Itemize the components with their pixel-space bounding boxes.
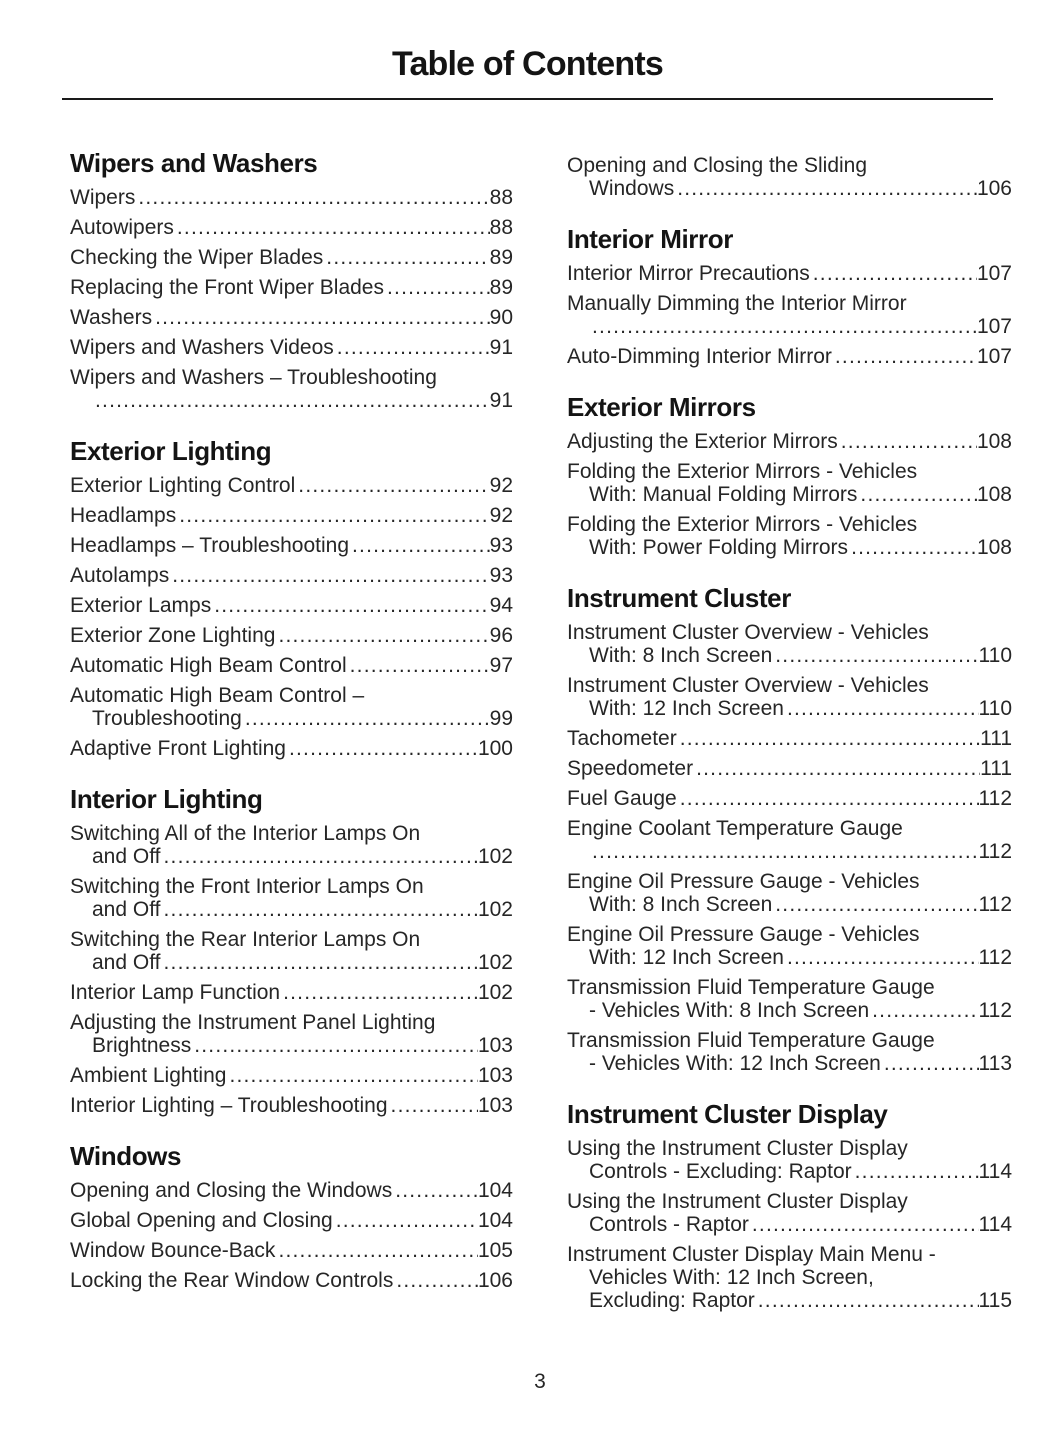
toc-entry-line — [70, 186, 513, 209]
toc-section — [70, 148, 513, 412]
section-heading: Wipers and Washers — [70, 148, 318, 178]
section-heading: Exterior Mirrors — [567, 392, 756, 422]
dot-leader — [392, 1179, 478, 1202]
toc-entry-line — [567, 536, 1012, 559]
toc-entry — [70, 534, 513, 557]
toc-page-number: 112 — [978, 946, 1012, 969]
toc-entry — [567, 621, 1012, 667]
toc-page-number: 102 — [477, 951, 513, 974]
toc-entry-text: Opening and Closing the Windows — [70, 1179, 393, 1202]
toc-entry-line — [567, 1029, 1012, 1052]
toc-entry-line — [70, 594, 513, 617]
toc-entry — [70, 504, 513, 527]
toc-entry-text: Automatic High Beam Control — [70, 654, 347, 677]
toc-page-number: 92 — [489, 474, 513, 497]
toc-entry-text: Wipers — [70, 186, 136, 209]
toc-entry — [567, 154, 1012, 200]
toc-section — [567, 224, 1012, 368]
toc-entry — [70, 1209, 513, 1232]
toc-entry — [70, 246, 513, 269]
toc-entry-line — [70, 366, 513, 389]
toc-entry-line — [70, 1179, 513, 1202]
section-heading: Interior Mirror — [567, 224, 733, 254]
dot-leader — [784, 697, 979, 720]
dot-leader — [275, 1239, 478, 1262]
dot-leader — [242, 707, 490, 730]
toc-entry-line — [70, 246, 513, 269]
toc-entry-line — [567, 315, 1012, 338]
toc-entry-text: Opening and Closing the Sliding — [567, 154, 868, 177]
toc-entry — [70, 594, 513, 617]
toc-entry-text: Instrument Cluster Overview - Vehicles — [567, 674, 929, 697]
toc-entry-line — [567, 757, 1012, 780]
toc-entry — [70, 186, 513, 209]
toc-entry-text: and Off — [92, 898, 161, 921]
toc-entry — [567, 787, 1012, 810]
toc-section — [567, 583, 1012, 1075]
dot-leader — [92, 389, 490, 412]
toc-page-number: 113 — [978, 1052, 1012, 1075]
toc-column-left — [70, 148, 513, 1319]
toc-entry-text: Exterior Zone Lighting — [70, 624, 276, 647]
toc-entry-text: Using the Instrument Cluster Display — [567, 1137, 908, 1160]
toc-entry — [70, 737, 513, 760]
toc-page-number: 89 — [489, 246, 513, 269]
toc-entry-line — [567, 674, 1012, 697]
toc-entry — [70, 1011, 513, 1057]
toc-entry-text: Troubleshooting — [92, 707, 242, 730]
toc-entry-line — [70, 474, 513, 497]
toc-entry-line — [70, 216, 513, 239]
toc-entry-line — [567, 976, 1012, 999]
dot-leader — [674, 177, 977, 200]
dot-leader — [191, 1034, 478, 1057]
dot-leader — [135, 186, 489, 209]
toc-entry-line — [567, 644, 1012, 667]
dot-leader — [211, 594, 489, 617]
toc-page-number: 108 — [976, 483, 1012, 506]
toc-columns — [70, 148, 1012, 1319]
section-heading: Instrument Cluster Display — [567, 1099, 888, 1129]
toc-page-number: 103 — [477, 1064, 513, 1087]
dot-leader — [176, 504, 489, 527]
toc-entry — [70, 822, 513, 868]
toc-entry-line — [567, 460, 1012, 483]
dot-leader — [286, 737, 478, 760]
toc-entry-line — [70, 1011, 513, 1034]
toc-section — [567, 154, 1012, 200]
toc-entry-line — [70, 1064, 513, 1087]
toc-entry-line — [567, 1213, 1012, 1236]
toc-entry-line — [567, 154, 1012, 177]
toc-entry-line — [567, 727, 1012, 750]
toc-entry — [567, 345, 1012, 368]
toc-entry — [70, 654, 513, 677]
toc-entry — [567, 1137, 1012, 1183]
toc-entry-text: Adjusting the Instrument Panel Lighting — [70, 1011, 436, 1034]
toc-entry — [567, 1243, 1012, 1312]
toc-entry — [70, 1179, 513, 1202]
dot-leader — [755, 1289, 979, 1312]
toc-entry-line — [70, 534, 513, 557]
toc-entry — [567, 976, 1012, 1022]
toc-entry-text: Replacing the Front Wiper Blades — [70, 276, 384, 299]
page-number: 3 — [534, 1370, 546, 1393]
toc-entry-text: Instrument Cluster Display Main Menu - — [567, 1243, 936, 1266]
dot-leader — [857, 483, 977, 506]
dot-leader — [772, 644, 978, 667]
toc-entry-line — [567, 1289, 1012, 1312]
dot-leader — [161, 951, 478, 974]
toc-entry-line — [567, 1137, 1012, 1160]
toc-section — [70, 436, 513, 760]
toc-page-number: 92 — [489, 504, 513, 527]
toc-page-number: 93 — [489, 564, 513, 587]
dot-leader — [677, 787, 979, 810]
toc-page-number: 104 — [477, 1179, 513, 1202]
toc-entry-text: Wipers and Washers – Troubleshooting — [70, 366, 437, 389]
dot-leader — [848, 536, 977, 559]
toc-page-number: 111 — [980, 757, 1012, 780]
toc-entry-line — [567, 1190, 1012, 1213]
toc-entry-line — [567, 840, 1012, 863]
toc-page-number: 112 — [978, 840, 1012, 863]
toc-page-number: 102 — [477, 981, 513, 1004]
dot-leader — [838, 430, 977, 453]
dot-leader — [169, 564, 489, 587]
toc-entry-line — [70, 389, 513, 412]
toc-entry-line — [567, 1160, 1012, 1183]
dot-leader — [589, 840, 979, 863]
toc-entry-line — [567, 483, 1012, 506]
dot-leader — [589, 315, 977, 338]
dot-leader — [749, 1213, 979, 1236]
dot-leader — [334, 336, 490, 359]
toc-entry-text: Locking the Rear Window Controls — [70, 1269, 394, 1292]
toc-page-number: 111 — [980, 727, 1012, 750]
toc-entry-text: Using the Instrument Cluster Display — [567, 1190, 908, 1213]
toc-entry — [567, 262, 1012, 285]
toc-entry-text: Transmission Fluid Temperature Gauge — [567, 976, 935, 999]
toc-entry-line — [70, 1034, 513, 1057]
toc-entry-line — [567, 177, 1012, 200]
toc-entry-line — [567, 946, 1012, 969]
toc-entry-text: Checking the Wiper Blades — [70, 246, 324, 269]
dot-leader — [161, 898, 478, 921]
toc-entry-line — [70, 928, 513, 951]
toc-page-number: 114 — [978, 1213, 1012, 1236]
toc-entry-line — [567, 1243, 1012, 1266]
toc-entry-line — [70, 624, 513, 647]
toc-entry — [70, 366, 513, 412]
toc-section — [567, 392, 1012, 559]
toc-entry-text: Engine Oil Pressure Gauge - Vehicles — [567, 870, 920, 893]
toc-entry-line — [567, 893, 1012, 916]
toc-entry — [70, 1269, 513, 1292]
toc-page-number: 99 — [489, 707, 513, 730]
section-heading: Interior Lighting — [70, 784, 263, 814]
toc-entry-text: Switching the Front Interior Lamps On — [70, 875, 424, 898]
toc-entry-line — [70, 1094, 513, 1117]
toc-entry-text: Folding the Exterior Mirrors - Vehicles — [567, 513, 918, 536]
toc-entry-text: Autolamps — [70, 564, 170, 587]
toc-entry-text: Controls - Raptor — [589, 1213, 749, 1236]
toc-entry-text: Headlamps — [70, 504, 177, 527]
toc-entry-text: Washers — [70, 306, 153, 329]
toc-entry-line — [70, 707, 513, 730]
dot-leader — [275, 624, 489, 647]
toc-page-number: 106 — [477, 1269, 513, 1292]
title-divider — [62, 98, 993, 100]
toc-entry — [70, 474, 513, 497]
dot-leader — [384, 276, 490, 299]
toc-entry-text: Headlamps – Troubleshooting — [70, 534, 350, 557]
toc-entry-text: and Off — [92, 845, 161, 868]
toc-page-number: 91 — [489, 336, 513, 359]
toc-entry-line — [567, 787, 1012, 810]
toc-page-number: 97 — [489, 654, 513, 677]
toc-page-number: 100 — [477, 737, 513, 760]
toc-entry-text: Transmission Fluid Temperature Gauge — [567, 1029, 935, 1052]
dot-leader — [295, 474, 489, 497]
toc-entry — [567, 757, 1012, 780]
toc-page-number: 89 — [489, 276, 513, 299]
section-heading: Windows — [70, 1141, 182, 1171]
toc-entry-text: Windows — [589, 177, 675, 200]
toc-entry-text: Wipers and Washers Videos — [70, 336, 334, 359]
toc-entry-text: Engine Coolant Temperature Gauge — [567, 817, 903, 840]
toc-entry-text: With: Manual Folding Mirrors — [589, 483, 858, 506]
toc-entry — [567, 674, 1012, 720]
toc-page-number: 90 — [489, 306, 513, 329]
toc-entry-text: and Off — [92, 951, 161, 974]
toc-entry-line — [567, 697, 1012, 720]
toc-entry — [70, 306, 513, 329]
toc-entry-line — [70, 276, 513, 299]
toc-entry-text: Instrument Cluster Overview - Vehicles — [567, 621, 929, 644]
toc-page-number: 115 — [978, 1289, 1012, 1312]
toc-section — [70, 1141, 513, 1292]
toc-page-number: 96 — [489, 624, 513, 647]
toc-page-number: 112 — [978, 787, 1012, 810]
toc-page-number: 102 — [477, 898, 513, 921]
toc-page-number: 110 — [978, 697, 1012, 720]
toc-entry-text: Speedometer — [567, 757, 694, 780]
dot-leader — [693, 757, 980, 780]
page-title: Table of Contents — [392, 45, 663, 83]
toc-entry-line — [567, 430, 1012, 453]
toc-entry — [70, 276, 513, 299]
toc-entry-text: Window Bounce-Back — [70, 1239, 276, 1262]
toc-page-number: 105 — [477, 1239, 513, 1262]
toc-section — [70, 784, 513, 1117]
toc-page-number: 114 — [978, 1160, 1012, 1183]
toc-page-number: 107 — [976, 315, 1012, 338]
toc-entry-line — [70, 1239, 513, 1262]
toc-entry-text: Global Opening and Closing — [70, 1209, 333, 1232]
toc-entry-text: Folding the Exterior Mirrors - Vehicles — [567, 460, 918, 483]
toc-page-number: 94 — [489, 594, 513, 617]
toc-entry-line — [70, 822, 513, 845]
toc-entry — [567, 292, 1012, 338]
toc-entry — [70, 564, 513, 587]
toc-page-number: 107 — [976, 262, 1012, 285]
toc-entry-line — [70, 875, 513, 898]
toc-entry — [70, 981, 513, 1004]
dot-leader — [881, 1052, 979, 1075]
toc-entry-text: Switching All of the Interior Lamps On — [70, 822, 421, 845]
toc-entry-text: Exterior Lighting Control — [70, 474, 296, 497]
toc-entry-text: Tachometer — [567, 727, 677, 750]
toc-entry-text: Adaptive Front Lighting — [70, 737, 286, 760]
toc-entry — [70, 875, 513, 921]
section-heading: Exterior Lighting — [70, 436, 272, 466]
toc-entry-line — [567, 513, 1012, 536]
toc-entry-line — [70, 1269, 513, 1292]
toc-page-number: 88 — [489, 186, 513, 209]
toc-section — [567, 1099, 1012, 1312]
dot-leader — [772, 893, 978, 916]
dot-leader — [152, 306, 490, 329]
toc-entry-text: - Vehicles With: 12 Inch Screen — [589, 1052, 881, 1075]
toc-entry — [567, 513, 1012, 559]
toc-page-number: 112 — [978, 893, 1012, 916]
toc-entry — [70, 1064, 513, 1087]
toc-entry — [567, 727, 1012, 750]
dot-leader — [280, 981, 478, 1004]
toc-entry — [70, 928, 513, 974]
toc-entry-line — [567, 345, 1012, 368]
toc-column-right — [567, 148, 1012, 1319]
toc-entry-line — [70, 654, 513, 677]
toc-page-number: 104 — [477, 1209, 513, 1232]
toc-entry-text: - Vehicles With: 8 Inch Screen — [589, 999, 870, 1022]
toc-entry-line — [567, 621, 1012, 644]
toc-entry — [70, 336, 513, 359]
dot-leader — [226, 1064, 478, 1087]
dot-leader — [852, 1160, 979, 1183]
toc-entry-text: Manually Dimming the Interior Mirror — [567, 292, 907, 315]
toc-entry-line — [70, 336, 513, 359]
toc-entry-line — [567, 999, 1012, 1022]
toc-entry-line — [567, 292, 1012, 315]
toc-page-number: 91 — [489, 389, 513, 412]
toc-entry-line — [567, 262, 1012, 285]
toc-entry — [567, 870, 1012, 916]
dot-leader — [323, 246, 489, 269]
dot-leader — [393, 1269, 478, 1292]
toc-page-number: 103 — [477, 1094, 513, 1117]
toc-entry-text: Ambient Lighting — [70, 1064, 227, 1087]
toc-entry-line — [567, 923, 1012, 946]
toc-page-number: 102 — [477, 845, 513, 868]
toc-entry-text: Excluding: Raptor — [589, 1289, 755, 1312]
toc-entry-line — [567, 870, 1012, 893]
toc-entry-line — [70, 1209, 513, 1232]
toc-entry-text: With: 8 Inch Screen — [589, 644, 773, 667]
toc-entry-line — [567, 1266, 1012, 1289]
dot-leader — [333, 1209, 478, 1232]
toc-entry-text: Automatic High Beam Control – — [70, 684, 365, 707]
section-heading: Instrument Cluster — [567, 583, 791, 613]
toc-page-number: 88 — [489, 216, 513, 239]
toc-entry-text: Engine Oil Pressure Gauge - Vehicles — [567, 923, 920, 946]
toc-entry — [70, 216, 513, 239]
toc-page-number: 108 — [976, 430, 1012, 453]
dot-leader — [810, 262, 977, 285]
dot-leader — [832, 345, 977, 368]
toc-entry-text: Fuel Gauge — [567, 787, 677, 810]
dot-leader — [388, 1094, 478, 1117]
dot-leader — [174, 216, 490, 239]
toc-entry — [567, 923, 1012, 969]
toc-entry-line — [70, 951, 513, 974]
toc-entry — [567, 460, 1012, 506]
toc-page-number: 103 — [477, 1034, 513, 1057]
toc-entry — [70, 1094, 513, 1117]
toc-entry-line — [70, 564, 513, 587]
toc-entry-line — [70, 898, 513, 921]
toc-entry — [70, 624, 513, 647]
toc-entry — [567, 1190, 1012, 1236]
toc-entry-text: Adjusting the Exterior Mirrors — [567, 430, 838, 453]
toc-entry-text: Autowipers — [70, 216, 174, 239]
toc-entry-text: Auto-Dimming Interior Mirror — [567, 345, 832, 368]
toc-entry-line — [70, 504, 513, 527]
toc-entry-text: With: 12 Inch Screen — [589, 697, 784, 720]
toc-entry-line — [70, 737, 513, 760]
toc-entry — [567, 1029, 1012, 1075]
toc-page-number: 107 — [976, 345, 1012, 368]
toc-page-number: 112 — [978, 999, 1012, 1022]
toc-entry-text: Vehicles With: 12 Inch Screen, — [589, 1266, 874, 1289]
toc-entry-text: Interior Mirror Precautions — [567, 262, 810, 285]
dot-leader — [161, 845, 478, 868]
toc-entry-text: Brightness — [92, 1034, 192, 1057]
toc-entry-text: With: 8 Inch Screen — [589, 893, 773, 916]
toc-entry-text: Interior Lamp Function — [70, 981, 281, 1004]
toc-page-number: 108 — [976, 536, 1012, 559]
toc-entry-line — [567, 817, 1012, 840]
dot-leader — [784, 946, 979, 969]
dot-leader — [349, 534, 490, 557]
toc-page-number: 110 — [978, 644, 1012, 667]
toc-entry — [70, 1239, 513, 1262]
toc-entry-line — [567, 1052, 1012, 1075]
dot-leader — [347, 654, 490, 677]
toc-entry-text: Controls - Excluding: Raptor — [589, 1160, 852, 1183]
toc-entry-line — [70, 845, 513, 868]
toc-entry-text: Exterior Lamps — [70, 594, 212, 617]
dot-leader — [869, 999, 978, 1022]
toc-entry-line — [70, 684, 513, 707]
toc-entry — [70, 684, 513, 730]
toc-entry-line — [70, 306, 513, 329]
toc-entry-text: Switching the Rear Interior Lamps On — [70, 928, 421, 951]
toc-entry-text: Interior Lighting – Troubleshooting — [70, 1094, 388, 1117]
toc-entry — [567, 430, 1012, 453]
toc-entry-text: With: Power Folding Mirrors — [589, 536, 849, 559]
toc-entry — [567, 817, 1012, 863]
toc-entry-line — [70, 981, 513, 1004]
toc-entry-text: With: 12 Inch Screen — [589, 946, 784, 969]
toc-page-number: 93 — [489, 534, 513, 557]
dot-leader — [677, 727, 980, 750]
toc-page-number: 106 — [976, 177, 1012, 200]
